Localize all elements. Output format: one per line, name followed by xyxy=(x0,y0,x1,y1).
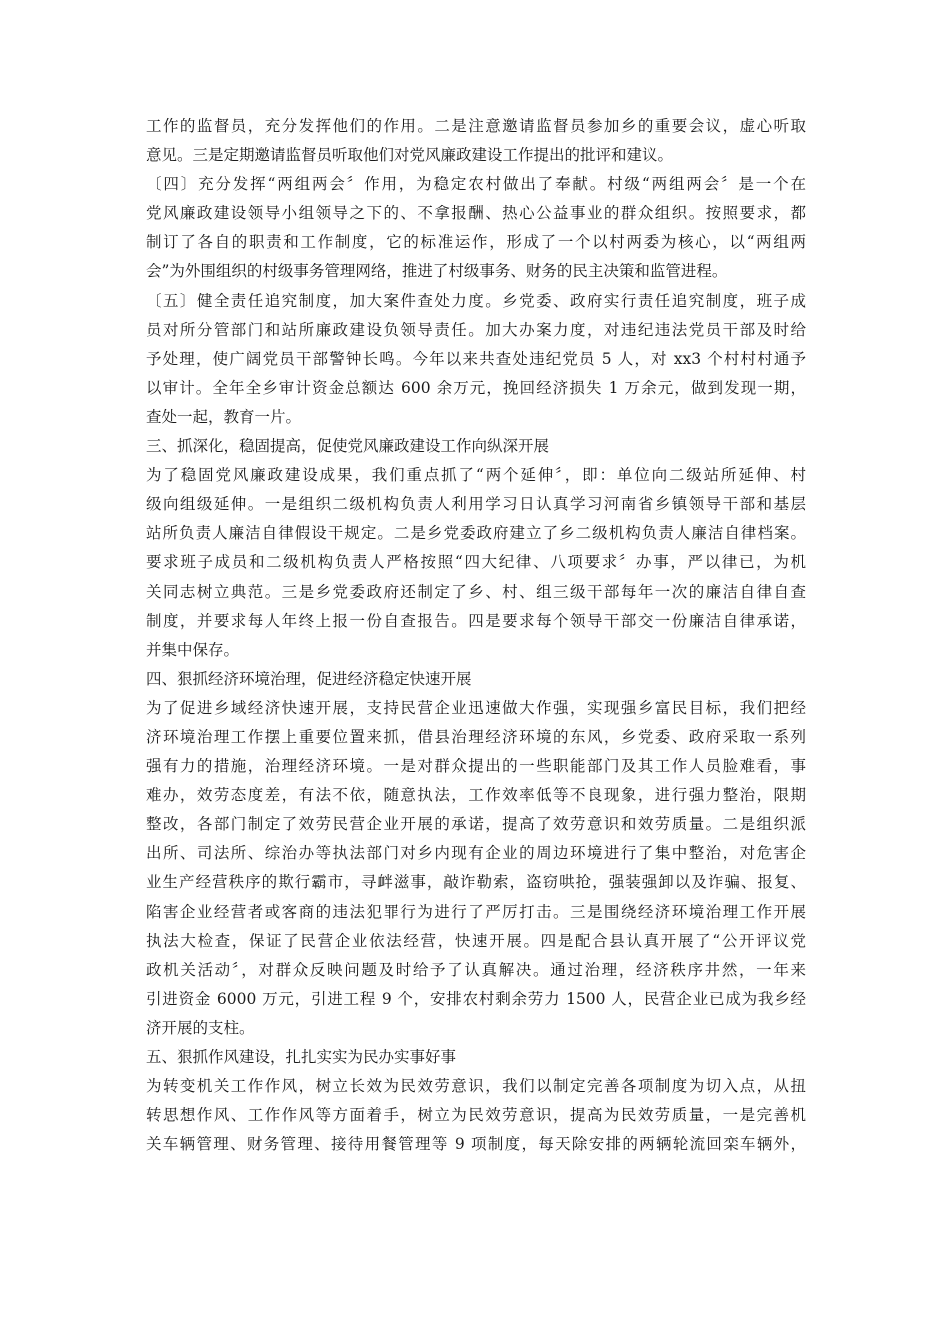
text-line: 查处一起，教育一片。 xyxy=(146,407,302,426)
section-heading: 四、狠抓经济环境治理，促进经济稳定快速开展 xyxy=(146,669,472,688)
text-line: 出所、司法所、综治办等执法部门对乡内现有企业的周边环境进行了集中整治，对危害企 xyxy=(146,844,806,863)
text-line: 为了促进乡域经济快速开展，支持民营企业迅速做大作强，实现强乡富民目标，我们把经 xyxy=(146,698,806,717)
text-line: 难办，效劳态度差，有法不依，随意执法，工作效率低等不良现象，进行强力整治，限期 xyxy=(146,786,806,805)
text-line: 关同志树立典范。三是乡党委政府还制定了乡、村、组三级干部每年一次的廉洁自律自查 xyxy=(146,582,806,601)
text-line: 予处理，使广阔党员干部警钟长鸣。今年以来共查处违纪党员 5 人，对 xx3 个村村村通予 xyxy=(146,349,806,368)
text-line: 引进资金 6000 万元，引进工程 9 个，安排农村剩余劳力 1500 人，民营企业已成为我乡经 xyxy=(146,989,806,1008)
text-line: 济开展的支柱。 xyxy=(146,1018,255,1037)
text-line: 站所负责人廉洁自律假设干规定。二是乡党委政府建立了乡二级机构负责人廉洁自律档案。 xyxy=(146,524,806,543)
text-line: 会”为外围组织的村级事务管理网络，推进了村级事务、财务的民主决策和监管进程。 xyxy=(146,262,728,281)
text-line: 关车辆管理、财务管理、接待用餐管理等 9 项制度，每天除安排的两辆轮流回栾车辆外， xyxy=(146,1135,806,1154)
text-line: 以审计。全年全乡审计资金总额达 600 余万元，挽回经济损失 1 万余元，做到发现一期， xyxy=(146,378,806,397)
text-line: 要求班子成员和二级机构负责人严格按照“四大纪律、八项要求〞办事，严以律已，为机 xyxy=(146,553,806,572)
document-page xyxy=(146,112,806,1159)
text-line: 整改，各部门制定了效劳民营企业开展的承诺，提高了效劳意识和效劳质量。二是组织派 xyxy=(146,815,806,834)
text-line: 〔五〕健全责任追究制度，加大案件查处力度。乡党委、政府实行责任追究制度，班子成 xyxy=(146,291,806,310)
text-line: 济环境治理工作摆上重要位置来抓，借县治理经济环境的东风，乡党委、政府采取一系列 xyxy=(146,727,806,746)
text-line: 员对所分管部门和站所廉政建设负领导责任。加大办案力度，对违纪违法党员干部及时给 xyxy=(146,320,806,339)
text-line: 党风廉政建设领导小组领导之下的、不拿报酬、热心公益事业的群众组织。按照要求，都 xyxy=(146,204,806,223)
section-heading: 三、抓深化，稳固提高，促使党风廉政建设工作向纵深开展 xyxy=(146,437,550,456)
text-line: 为转变机关工作作风，树立长效为民效劳意识，我们以制定完善各项制度为切入点，从扭 xyxy=(146,1077,806,1096)
text-line: 工作的监督员，充分发挥他们的作用。二是注意邀请监督员参加乡的重要会议，虚心听取 xyxy=(146,117,806,135)
text-line: 转思想作风、工作作风等方面着手，树立为民效劳意识，提高为民效劳质量，一是完善机 xyxy=(146,1106,806,1125)
text-line: 级向组级延伸。一是组织二级机构负责人利用学习日认真学习河南省乡镇领导干部和基层 xyxy=(146,495,806,514)
text-line: 〔四〕充分发挥“两组两会〞作用，为稳定农村做出了奉献。村级“两组两会〞是一个在 xyxy=(146,175,806,194)
text-line: 制订了各自的职责和工作制度，它的标准运作，形成了一个以村两委为核心，以“两组两 xyxy=(146,233,806,252)
text-line: 制度，并要求每人年终上报一份自查报告。四是要求每个领导干部交一份廉洁自律承诺， xyxy=(146,611,806,630)
text-line: 意见。三是定期邀请监督员听取他们对党风廉政建设工作提出的批评和建议。 xyxy=(146,146,674,165)
text-line: 并集中保存。 xyxy=(146,640,240,659)
text-line: 陷害企业经营者或客商的违法犯罪行为进行了严厉打击。三是围绕经济环境治理工作开展 xyxy=(146,902,806,921)
text-line: 业生产经营秩序的欺行霸市，寻衅滋事，敲诈勒索，盗窃哄抢，强装强卸以及诈骗、报复、 xyxy=(146,873,806,892)
text-line: 政机关活动〞，对群众反映问题及时给予了认真解决。通过治理，经济秩序井然，一年来 xyxy=(146,960,806,979)
text-line: 执法大检查，保证了民营企业依法经营，快速开展。四是配合县认真开展了“公开评议党 xyxy=(146,931,806,950)
text-line: 强有力的措施，治理经济环境。一是对群众提出的一些职能部门及其工作人员脸难看，事 xyxy=(146,757,806,776)
section-heading: 五、狠抓作风建设，扎扎实实为民办实事好事 xyxy=(146,1048,457,1066)
text-line: 为了稳固党风廉政建设成果，我们重点抓了“两个延伸〞，即：单位向二级站所延伸、村 xyxy=(146,466,806,485)
